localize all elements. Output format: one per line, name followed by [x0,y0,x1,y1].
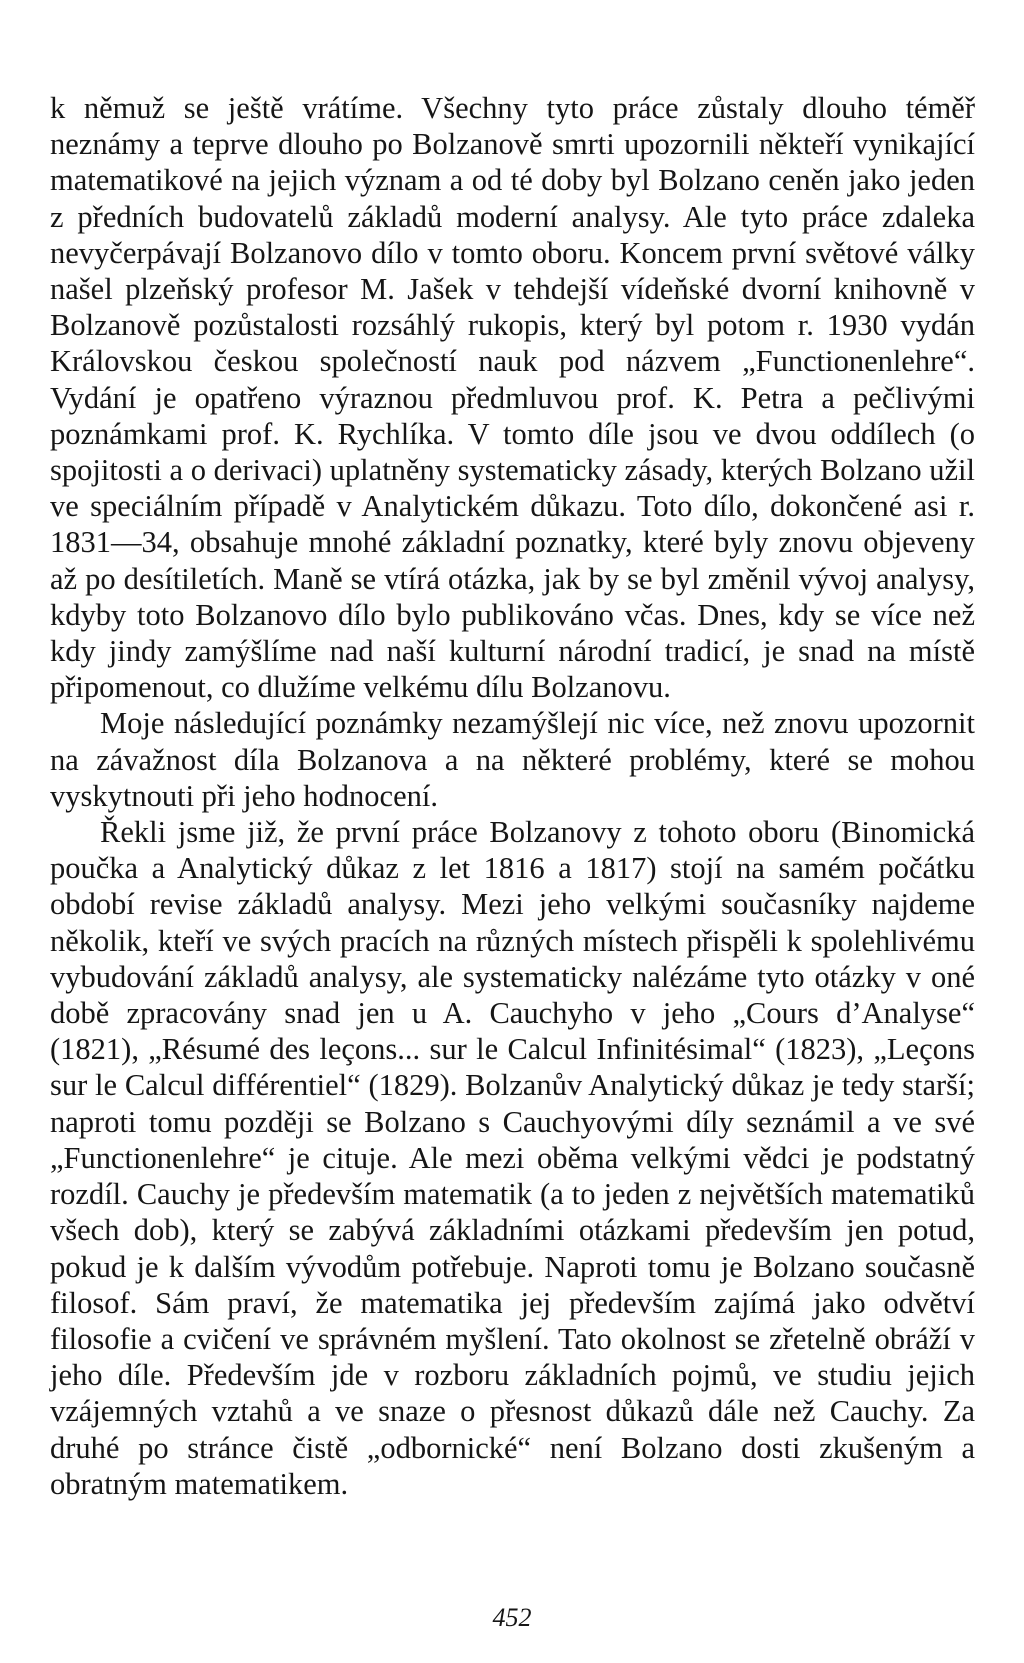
paragraph-continuation: k němuž se ještě vrátíme. Všechny tyto práce zůstaly dlouho téměř neznámy a teprve dlouho po Bolzanově smrti upozornili někteří vynikající matematikové na jejich význam a od té doby byl Bolzano ceněn jako jeden z předních budovatelů základů moderní analysy. Ale tyto práce zdaleka nevyčerpávají Bolzanovo dílo v tomto oboru. Koncem první světové války našel plzeňský profesor M. Jašek v tehdejší vídeňské dvorní knihovně v Bolzanově pozůstalosti rozsáhlý rukopis, který byl potom r. 1930 vydán Královskou českou společností nauk pod názvem „Functionenlehre“. Vydání je opatřeno výraznou předmluvou prof. K. Petra a pečlivými poznámkami prof. K. Rychlíka. V tomto díle jsou ve dvou oddílech (o spojitosti a o derivaci) uplatněny systematicky zásady, kterých Bolzano užil ve speciálním případě v Analytickém důkazu. Toto dílo, dokončené asi r. 1831—34, obsahuje mnohé základní poznatky, které byly znovu objeveny až po desítiletích. Maně se vtírá otázka, jak by se byl změnil vývoj analysy, kdyby toto Bolzanovo dílo bylo publikováno včas. Dnes, kdy se více než kdy jindy zamýšlíme nad naší kulturní národní tradicí, je snad na místě připomenout, co dlužíme velkému dílu Bolzanovu. [50,91,975,705]
page-body [50,90,975,1502]
paragraph: Moje následující poznámky nezamýšlejí nic více, než znovu upozornit na závažnost díla Bolzanova a na některé problémy, které se mohou vyskytnouti při jeho hodnocení. [50,706,975,813]
page-number: 452 [492,1603,532,1632]
paragraph: Řekli jsme již, že první práce Bolzanovy z tohoto oboru (Binomická poučka a Analytický důkaz z let 1816 a 1817) stojí na samém počátku období revise základů analysy. Mezi jeho velkými současníky najdeme několik, kteří ve svých pracích na různých místech přispěli k spolehlivému vybudování základů analysy, ale systematicky nalézáme tyto otázky v oné době zpracovány snad jen u A. Cauchyho v jeho „Cours d’Analyse“ (1821), „Résumé des leçons... sur le Calcul Infinitésimal“ (1823), „Leçons sur le Calcul différentiel“ (1829). Bolzanův Analytický důkaz je tedy starší; naproti tomu později se Bolzano s Cauchyovými díly seznámil a ve své „Functionenlehre“ je cituje. Ale mezi oběma velkými vědci je podstatný rozdíl. Cauchy je především matematik (a to jeden z největších matematiků všech dob), který se zabývá základními otázkami především jen potud, pokud je k dalším vývodům potřebuje. Naproti tomu je Bolzano současně filosof. Sám praví, že matematika jej především zajímá jako odvětví filosofie a cvičení ve správném myšlení. Tato okolnost se zřetelně obráží v jeho díle. Především jde v rozboru základních pojmů, ve studiu jejich vzájemných vztahů a ve snaze o přesnost důkazů dále než Cauchy. Za druhé po stránce čistě „odbornické“ není Bolzano dosti zkušeným a obratným matematikem. [50,815,975,1501]
